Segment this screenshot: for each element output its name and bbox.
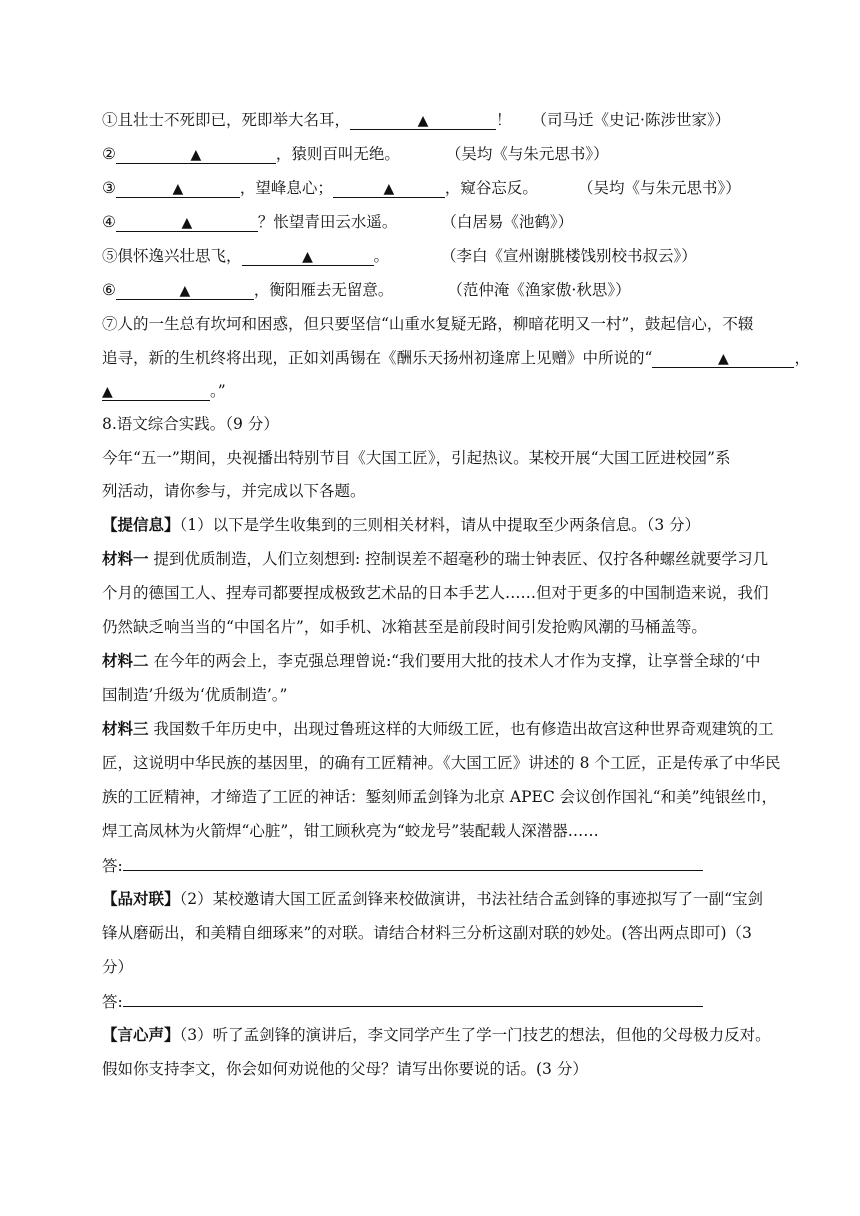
poem-3-source: （吴均《与朱元思书》）: [577, 179, 741, 197]
material-3-line-3: 族的工匠精神，才缔造了工匠的神话：錾刻师孟剑锋为北京 APEC 会议创作国礼“和美”纯银丝巾，: [102, 788, 778, 806]
poem-5-post: 。: [373, 247, 390, 265]
q7-line-2: [102, 348, 810, 368]
q8-intro-2: 列活动，请你参与，并完成以下各题。: [102, 482, 366, 500]
answer-field-2[interactable]: [123, 991, 703, 1007]
triangle-mark: ▲: [383, 181, 395, 197]
part2-tag: 【品对联】: [102, 889, 180, 908]
poem-4-source: （白居易《池鹤》）: [441, 213, 574, 231]
poem-4-post: ？怅望青田云水遥。: [257, 213, 398, 231]
triangle-mark: ▲: [302, 249, 313, 265]
poem-line-3: [102, 178, 762, 198]
material-3-line-2: 匠，这说明中华民族的基因里，的确有工匠精神。《大国工匠》讲述的 8 个工匠，正是传承了中华民: [102, 754, 781, 772]
triangle-mark: ▲: [181, 215, 193, 231]
poem-1-post: ！: [496, 111, 512, 129]
q7-line-2-text: 追寻，新的生机终将出现，正如刘禹锡在《酬乐天扬州初逢席上见赠》中所说的“: [102, 349, 653, 367]
answer-blank[interactable]: [116, 284, 254, 300]
triangle-mark: ▲: [102, 384, 113, 400]
answer-blank[interactable]: [242, 250, 374, 266]
poem-6-source: （范仲淹《渔家傲·秋思》）: [447, 281, 631, 299]
answer-blank[interactable]: [333, 182, 445, 198]
poem-5-pre: ⑤俱怀逸兴壮思飞，: [102, 247, 242, 265]
triangle-mark: ▲: [179, 283, 191, 299]
triangle-mark: ▲: [417, 113, 429, 129]
poem-line-2: [102, 144, 762, 164]
poem-line-4: [102, 212, 762, 232]
material-1-line-3: 仍然缺乏响当当的“中国名片”，如手机、冰箱甚至是前段时间引发抢购风潮的马桶盖等。: [102, 618, 707, 636]
material-1-tag: 材料一: [102, 549, 149, 568]
answer-blank[interactable]: [116, 148, 276, 164]
poem-3-post: ，窥谷忘反。: [444, 179, 538, 197]
part2-line-2: 锋从磨砺出，和美精自细琢来”的对联。请结合材料三分析这副对联的妙处。(答出两点即可)（3: [102, 924, 752, 942]
poem-line-6: [102, 280, 762, 300]
part1-prompt: [102, 515, 762, 535]
q8-title: 8.语文综合实践。（9 分）: [102, 415, 279, 433]
part3-line-2: 假如你支持李文，你会如何劝说他的父母？请写出你要说的话。(3 分）: [102, 1060, 588, 1078]
triangle-mark: ▲: [172, 181, 184, 197]
part3-text: （3）听了孟剑锋的演讲后，李文同学产生了学一门技艺的想法，但他的父母极力反对。: [179, 1026, 771, 1044]
poem-3-pre: ③: [102, 179, 116, 197]
part3-line-1: [102, 1025, 771, 1045]
answer-blank[interactable]: [102, 385, 210, 401]
poem-1-source: （司马迁《史记·陈涉世家》）: [531, 111, 731, 129]
q7-line-3: [102, 381, 762, 401]
poem-2-pre: ②: [102, 145, 116, 163]
poem-1-pre: ①且壮士不死即已，死即举大名耳，: [102, 111, 351, 129]
poem-line-1: [102, 110, 762, 130]
material-3-text: 我国数千年历史中，出现过鲁班这样的大师级工匠，也有修造出故宫这种世界奇观建筑的工: [148, 720, 774, 738]
part3-tag: 【言心声】: [102, 1025, 180, 1044]
material-2-text: 在今年的两会上，李克强总理曾说:“我们要用大批的技术人才作为支撑，让享誉全球的‘中: [148, 652, 761, 670]
answer-blank[interactable]: [116, 182, 240, 198]
material-2-tag: 材料二: [102, 651, 149, 670]
answer-blank[interactable]: [652, 352, 794, 368]
answer-blank[interactable]: [116, 216, 258, 232]
poem-2-source: （吴均《与朱元思书》）: [445, 145, 609, 163]
poem-4-pre: ④: [102, 213, 116, 231]
answer-label: 答:: [102, 993, 123, 1011]
material-2-line-1: [102, 651, 762, 671]
q8-intro-1: 今年“五一”期间，央视播出特别节目《大国工匠》，引起热议。某校开展“大国工匠进校园”系: [102, 449, 731, 467]
part2-line-3: 分）: [102, 958, 134, 976]
part1-tag: 【提信息】: [102, 515, 180, 534]
q7-line-1: ⑦人的一生总有坎坷和困惑，但只要坚信“山重水复疑无路，柳暗花明又一村”，鼓起信心，不辍: [102, 315, 754, 333]
material-1-line-2: 个月的德国工人、捏寿司都要捏成极致艺术品的日本手艺人……但对于更多的中国制造来说，我们: [102, 584, 769, 602]
material-1-text: 提到优质制造，人们立刻想到: 控制误差不超毫秒的瑞士钟表匠、仅拧各种螺丝就要学习几: [148, 550, 769, 568]
q7-line-2-post: ，: [794, 349, 810, 367]
material-2-line-2: 国制造’升级为‘优质制造’。”: [102, 686, 288, 704]
material-1-line-1: [102, 549, 769, 569]
part2-text: （2）某校邀请大国工匠孟剑锋来校做演讲，书法社结合孟剑锋的事迹拟写了一副“宝剑: [179, 890, 764, 908]
poem-6-pre: ⑥: [102, 281, 116, 299]
answer-label: 答:: [102, 857, 123, 875]
poem-line-5: [102, 246, 762, 266]
poem-2-post: ，猿则百叫无绝。: [275, 145, 400, 163]
triangle-mark: ▲: [718, 351, 729, 367]
poem-3-mid: ，望峰息心；: [239, 179, 333, 197]
answer-blank[interactable]: [350, 114, 496, 130]
answer-line-2: [102, 991, 762, 1012]
triangle-mark: ▲: [190, 147, 202, 163]
part2-line-1: [102, 889, 762, 909]
material-3-line-4: 焊工高凤林为火箭焊“心脏”，钳工顾秋亮为“蛟龙号”装配载人深潜器……: [102, 822, 599, 840]
q7-line-3-post: 。”: [210, 382, 226, 400]
material-3-line-1: [102, 719, 774, 739]
material-3-tag: 材料三: [102, 719, 149, 738]
poem-5-source: （李白《宣州谢朓楼饯别校书叔云》）: [441, 247, 697, 265]
part1-text: （1）以下是学生收集到的三则相关材料，请从中提取至少两条信息。（3 分）: [179, 516, 701, 534]
answer-line-1: [102, 855, 762, 876]
poem-6-post: ，衡阳雁去无留意。: [253, 281, 394, 299]
answer-field-1[interactable]: [123, 855, 703, 871]
